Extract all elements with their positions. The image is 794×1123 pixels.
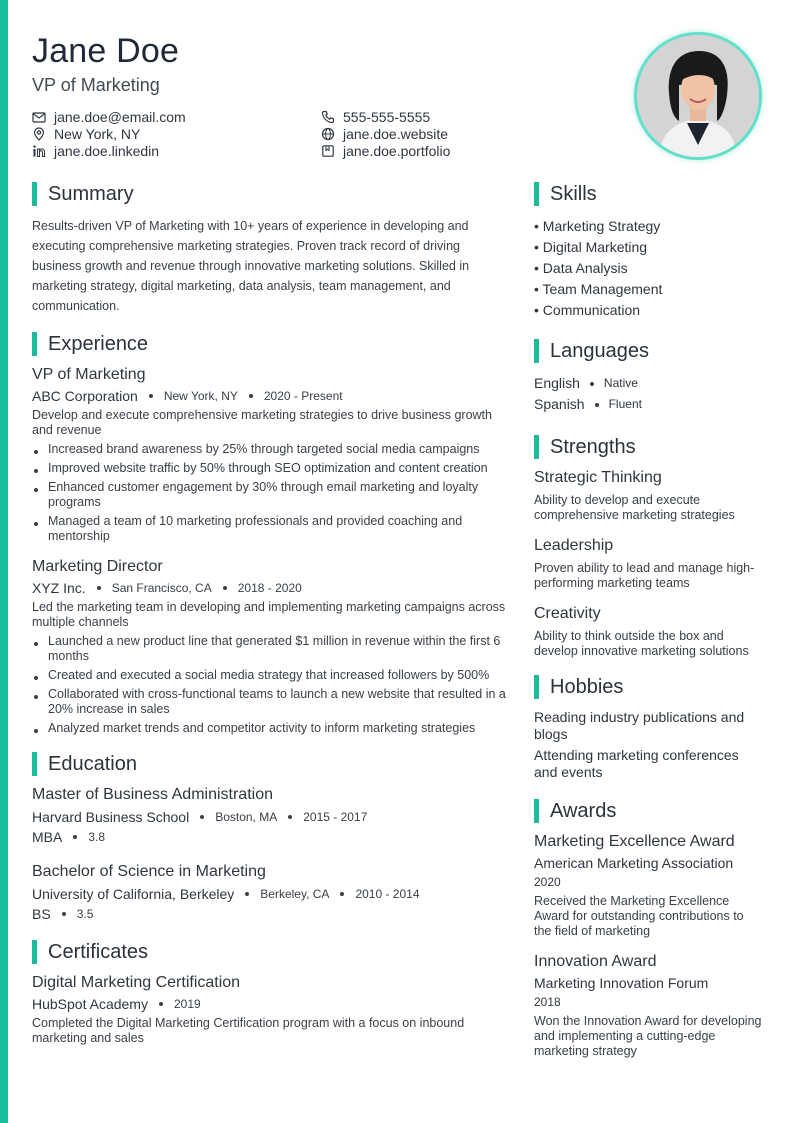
degree-abbr: BS (32, 906, 51, 922)
experience-item (32, 558, 510, 736)
certificate-description: Completed the Digital Marketing Certification program with a focus on inbound marketing and sales (32, 1016, 465, 1045)
language-item (534, 394, 762, 415)
accent-bar (0, 0, 8, 1123)
left-column (32, 182, 510, 1060)
contact-location (32, 125, 140, 142)
resume-page (32, 0, 762, 1123)
certificate-issuer: HubSpot Academy (32, 996, 148, 1012)
education-item (32, 786, 510, 845)
separator-dot (245, 892, 249, 896)
website-text: jane.doe.website (343, 125, 449, 142)
separator-dot (97, 586, 101, 590)
degree-meta (32, 829, 510, 845)
education-item (32, 863, 510, 922)
achievement-item: Increased brand awareness by 25% through targeted social media campaigns (32, 442, 510, 457)
language-name: English (534, 375, 580, 391)
award-name: Innovation Award (534, 953, 657, 970)
summary-heading: Summary (32, 182, 510, 206)
school-meta (32, 886, 510, 902)
strength-name: Creativity (534, 605, 601, 622)
contact-portfolio[interactable] (321, 142, 450, 159)
strength-name: Leadership (534, 537, 614, 554)
gpa: 3.5 (76, 907, 94, 921)
job-title: VP of Marketing (32, 366, 146, 383)
achievement-item: Collaborated with cross-functional teams to launch a new website that resulted in a 20% increase in sales (32, 687, 510, 717)
school-location: Boston, MA (215, 810, 278, 824)
experience-item (32, 366, 510, 544)
profile-photo (634, 32, 762, 160)
achievement-item: Managed a team of 10 marketing professionals and provided coaching and mentorship (32, 514, 510, 544)
strengths-heading: Strengths (534, 435, 762, 459)
company-name: XYZ Inc. (32, 580, 86, 596)
achievement-item: Analyzed market trends and competitor activity to inform marketing strategies (32, 721, 510, 736)
certificate-year: 2019 (173, 997, 201, 1011)
job-location: San Francisco, CA (111, 581, 212, 595)
portfolio-text: jane.doe.portfolio (343, 142, 451, 159)
language-item (534, 373, 762, 394)
separator-dot (223, 586, 227, 590)
contact-phone[interactable] (321, 108, 430, 125)
certificate-item (32, 974, 510, 1046)
award-item (534, 953, 762, 1059)
job-location: New York, NY (163, 389, 238, 403)
award-year: 2018 (534, 995, 561, 1009)
linkedin-icon (32, 144, 46, 158)
contact-email[interactable] (32, 108, 186, 125)
candidate-title: VP of Marketing (32, 75, 160, 95)
job-dates: 2020 - Present (263, 389, 343, 403)
certificates-heading: Certificates (32, 940, 510, 964)
degree-name: Master of Business Administration (32, 786, 273, 803)
job-dates: 2018 - 2020 (237, 581, 302, 595)
school-meta (32, 809, 510, 825)
job-title: Marketing Director (32, 558, 163, 575)
award-name: Marketing Excellence Award (534, 833, 735, 850)
school-dates: 2015 - 2017 (303, 810, 368, 824)
skill-item: • Marketing Strategy (534, 218, 661, 234)
job-description: Led the marketing team in developing and implementing marketing campaigns across multiple channels (32, 600, 506, 629)
achievement-list (32, 442, 510, 544)
skill-item: • Digital Marketing (534, 239, 648, 255)
school-name: Harvard Business School (32, 809, 190, 825)
degree-meta (32, 906, 510, 922)
skill-item: • Data Analysis (534, 260, 628, 276)
hobbies-heading: Hobbies (534, 675, 762, 699)
achievement-item: Launched a new product line that generated $1 million in revenue within the first 6 months (32, 634, 510, 664)
degree-abbr: MBA (32, 829, 63, 845)
right-column (534, 182, 762, 1073)
separator-dot (159, 1002, 163, 1006)
languages-heading: Languages (534, 339, 762, 363)
achievement-list (32, 634, 510, 736)
company-name: ABC Corporation (32, 388, 138, 404)
contact-website[interactable] (321, 125, 448, 142)
achievement-item: Improved website traffic by 50% through SEO optimization and content creation (32, 461, 510, 476)
separator-dot (200, 815, 204, 819)
email-text: jane.doe@email.com (54, 108, 186, 125)
award-year: 2020 (534, 875, 561, 889)
experience-heading: Experience (32, 332, 510, 356)
strength-item (534, 469, 762, 523)
separator-dot (62, 912, 66, 916)
globe-icon (321, 127, 335, 141)
separator-dot (149, 394, 153, 398)
certificate-meta (32, 996, 510, 1012)
location-pin-icon (32, 127, 46, 141)
portfolio-icon (321, 144, 335, 158)
awards-heading: Awards (534, 799, 762, 823)
school-dates: 2010 - 2014 (355, 887, 420, 901)
strength-item (534, 605, 762, 659)
separator-dot (249, 394, 253, 398)
hobby-item: Reading industry publications and blogs (534, 709, 745, 742)
school-name: University of California, Berkeley (32, 886, 235, 902)
separator-dot (288, 815, 292, 819)
strength-description: Ability to think outside the box and develop innovative marketing solutions (534, 629, 749, 658)
skills-list (534, 216, 762, 321)
separator-dot (340, 892, 344, 896)
award-description: Received the Marketing Excellence Award for outstanding contributions to the field of marketing (534, 894, 744, 938)
award-item (534, 833, 762, 939)
hobby-item: Attending marketing conferences and events (534, 747, 739, 780)
linkedin-text: jane.doe.linkedin (54, 142, 160, 159)
separator-dot (595, 403, 599, 407)
education-heading: Education (32, 752, 510, 776)
candidate-name: Jane Doe (32, 32, 180, 70)
location-text: New York, NY (54, 125, 141, 142)
phone-text: 555-555-5555 (343, 108, 431, 125)
skills-heading: Skills (534, 182, 762, 206)
language-level: Native (603, 376, 638, 390)
mail-icon (32, 110, 46, 124)
phone-icon (321, 110, 335, 124)
achievement-item: Enhanced customer engagement by 30% through email marketing and loyalty programs (32, 480, 510, 510)
hobbies-list (534, 709, 762, 781)
school-location: Berkeley, CA (260, 887, 330, 901)
contact-linkedin[interactable] (32, 142, 159, 159)
gpa: 3.8 (88, 830, 106, 844)
separator-dot (590, 382, 594, 386)
job-meta (32, 580, 510, 596)
job-meta (32, 388, 510, 404)
strength-item (534, 537, 762, 591)
degree-name: Bachelor of Science in Marketing (32, 863, 266, 880)
achievement-item: Created and executed a social media strategy that increased followers by 500% (32, 668, 510, 683)
language-level: Fluent (608, 397, 642, 411)
language-name: Spanish (534, 396, 585, 412)
skill-item: • Communication (534, 302, 641, 318)
strength-name: Strategic Thinking (534, 469, 662, 486)
strength-description: Ability to develop and execute comprehensive marketing strategies (534, 493, 735, 522)
summary-text: Results-driven VP of Marketing with 10+ years of experience in developing and executing comprehensive marketing strategies. Proven track record of driving business growth and revenue through innovative marketing solutions. Skilled in marketing strategy, digital marketing, data analysis, team management, and communication. (32, 219, 470, 313)
skill-item: • Team Management (534, 281, 663, 297)
award-description: Won the Innovation Award for developing and implementing a cutting-edge marketing strategy (534, 1014, 762, 1058)
strength-description: Proven ability to lead and manage high-performing marketing teams (534, 561, 755, 590)
languages-list (534, 373, 762, 415)
certificate-name: Digital Marketing Certification (32, 974, 241, 991)
separator-dot (73, 835, 77, 839)
job-description: Develop and execute comprehensive marketing strategies to drive business growth and revenue (32, 408, 492, 437)
portrait-image (637, 35, 759, 157)
award-organization: Marketing Innovation Forum (534, 975, 709, 991)
award-organization: American Marketing Association (534, 855, 734, 871)
